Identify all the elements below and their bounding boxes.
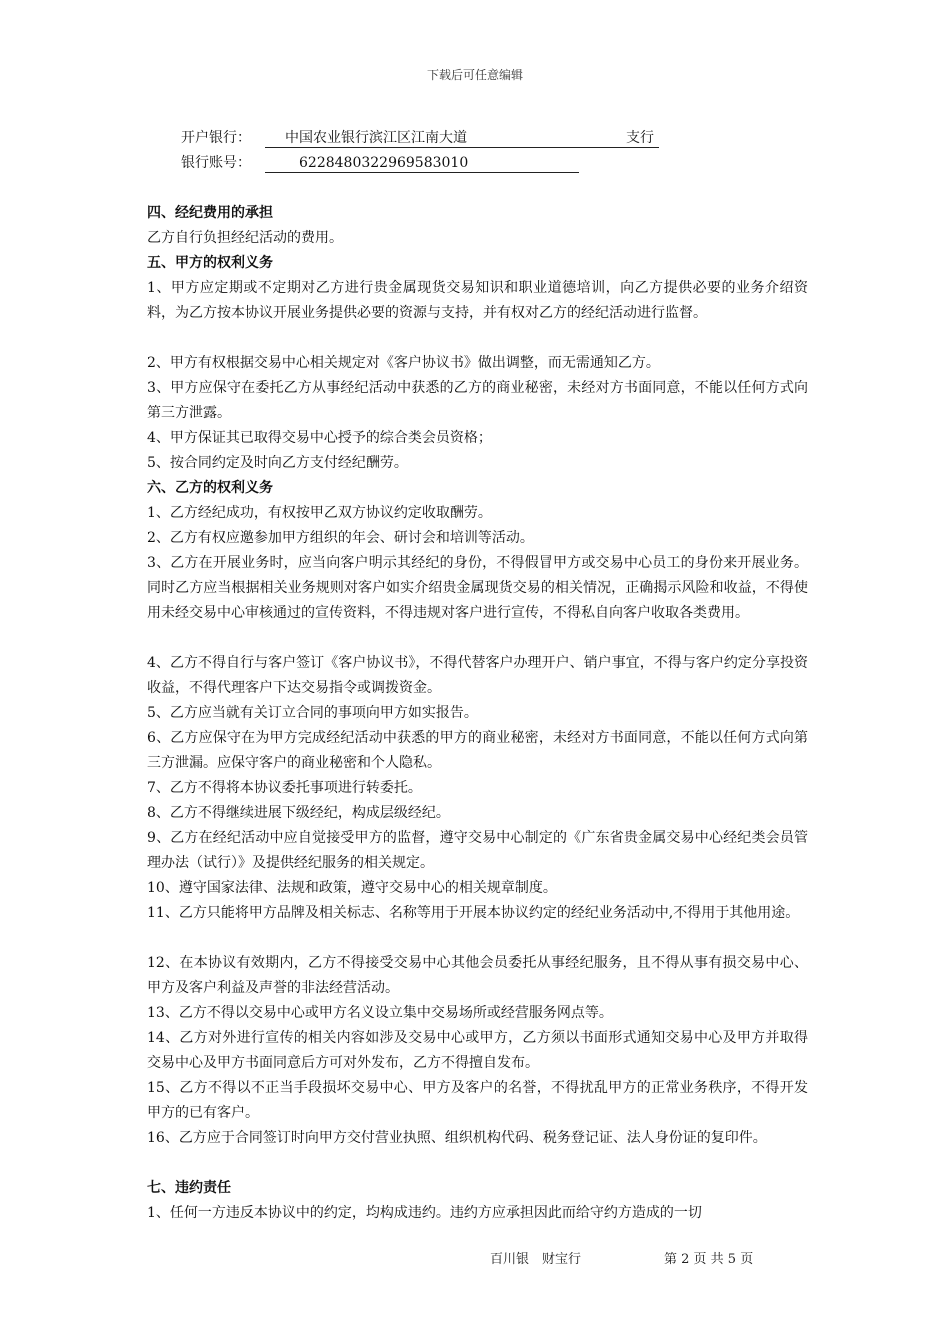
clause-paragraph: 1、任何一方违反本协议中的约定，均构成违约。违约方应承担因此而给守约方造成的一切 xyxy=(147,1205,702,1221)
clause-paragraph: 1、乙方经纪成功，有权按甲乙双方协议约定收取酬劳。 xyxy=(147,505,492,521)
bank-name-value: 中国农业银行滨江区江南大道 xyxy=(285,130,467,146)
clause-paragraph: 2、乙方有权应邀参加甲方组织的年会、研讨会和培训等活动。 xyxy=(147,530,534,546)
clause-paragraph: 10、遵守国家法律、法规和政策，遵守交易中心的相关规章制度。 xyxy=(147,880,557,896)
clause-paragraph: 3、乙方在开展业务时，应当向客户明示其经纪的身份，不得假冒甲方或交易中心员工的身份来开展业务。同时乙方应当根据相关业务规则对客户如实介绍贵金属现货交易的相关情况，正确揭示风险和收益，不得使用未经交易中心审核通过的宣传资料，不得违规对客户进行宣传，不得私自向客户收取各类费用。 xyxy=(147,555,808,621)
clause-paragraph: 5、按合同约定及时向乙方支付经纪酬劳。 xyxy=(147,455,408,471)
bank-suffix: 支行 xyxy=(626,130,654,146)
clause-paragraph: 13、乙方不得以交易中心或甲方名义设立集中交易场所或经营服务网点等。 xyxy=(147,1005,613,1021)
clause-paragraph: 14、乙方对外进行宣传的相关内容如涉及交易中心或甲方，乙方须以书面形式通知交易中心及甲方并取得交易中心及甲方书面同意后方可对外发布，乙方不得擅自发布。 xyxy=(147,1030,808,1071)
section-heading: 四、经纪费用的承担 xyxy=(147,205,273,221)
account-label: 银行账号： xyxy=(181,155,251,171)
clause-paragraph: 5、乙方应当就有关订立合同的事项向甲方如实报告。 xyxy=(147,705,478,721)
section-heading: 五、甲方的权利义务 xyxy=(147,255,273,271)
bank-name-field xyxy=(265,128,659,148)
section-heading: 七、违约责任 xyxy=(147,1180,231,1196)
footer-page-number: 第 2 页 共 5 页 xyxy=(664,1252,754,1267)
bank-name-row xyxy=(181,128,654,148)
bank-label: 开户银行： xyxy=(181,130,251,146)
clause-paragraph: 15、乙方不得以不正当手段损坏交易中心、甲方及客户的名誉，不得扰乱甲方的正常业务秩序，不得开发甲方的已有客户。 xyxy=(147,1080,808,1121)
clause-paragraph: 4、乙方不得自行与客户签订《客户协议书》，不得代替客户办理开户、销户事宜，不得与客户约定分享投资收益，不得代理客户下达交易指令或调拨资金。 xyxy=(147,655,808,696)
bank-account-row xyxy=(181,153,469,173)
clause-paragraph: 乙方自行负担经纪活动的费用。 xyxy=(147,230,343,246)
clause-paragraph: 1、甲方应定期或不定期对乙方进行贵金属现货交易知识和职业道德培训，向乙方提供必要的业务介绍资料，为乙方按本协议开展业务提供必要的资源与支持，并有权对乙方的经纪活动进行监督。 xyxy=(147,280,808,321)
section-heading: 六、乙方的权利义务 xyxy=(147,480,273,496)
clause-paragraph: 4、甲方保证其已取得交易中心授予的综合类会员资格； xyxy=(147,430,492,446)
footer-company: 百川银 财宝行 xyxy=(490,1252,582,1267)
contract-body xyxy=(147,201,808,1226)
clause-paragraph: 6、乙方应保守在为甲方完成经纪活动中获悉的甲方的商业秘密，未经对方书面同意，不能以任何方式向第三方泄漏。应保守客户的商业秘密和个人隐私。 xyxy=(147,730,808,771)
clause-paragraph: 3、甲方应保守在委托乙方从事经纪活动中获悉的乙方的商业秘密，未经对方书面同意，不能以任何方式向第三方泄露。 xyxy=(147,380,808,421)
clause-paragraph: 9、乙方在经纪活动中应自觉接受甲方的监督，遵守交易中心制定的《广东省贵金属交易中心经纪类会员管理办法（试行）》及提供经纪服务的相关规定。 xyxy=(147,830,808,871)
clause-paragraph: 8、乙方不得继续进展下级经纪，构成层级经纪。 xyxy=(147,805,450,821)
account-field xyxy=(265,153,579,173)
clause-paragraph: 7、乙方不得将本协议委托事项进行转委托。 xyxy=(147,780,422,796)
account-value: 6228480322969583010 xyxy=(299,155,469,171)
page-header: 下载后可任意编辑 xyxy=(426,68,523,82)
clause-paragraph: 16、乙方应于合同签订时向甲方交付营业执照、组织机构代码、税务登记证、法人身份证的复印件。 xyxy=(147,1130,767,1146)
clause-paragraph: 12、在本协议有效期内，乙方不得接受交易中心其他会员委托从事经纪服务，且不得从事有损交易中心、甲方及客户利益及声誉的非法经营活动。 xyxy=(147,955,808,996)
clause-paragraph: 2、甲方有权根据交易中心相关规定对《客户协议书》做出调整，而无需通知乙方。 xyxy=(147,355,660,371)
clause-paragraph: 11、乙方只能将甲方品牌及相关标志、名称等用于开展本协议约定的经纪业务活动中,不得用于其他用途。 xyxy=(147,905,800,921)
